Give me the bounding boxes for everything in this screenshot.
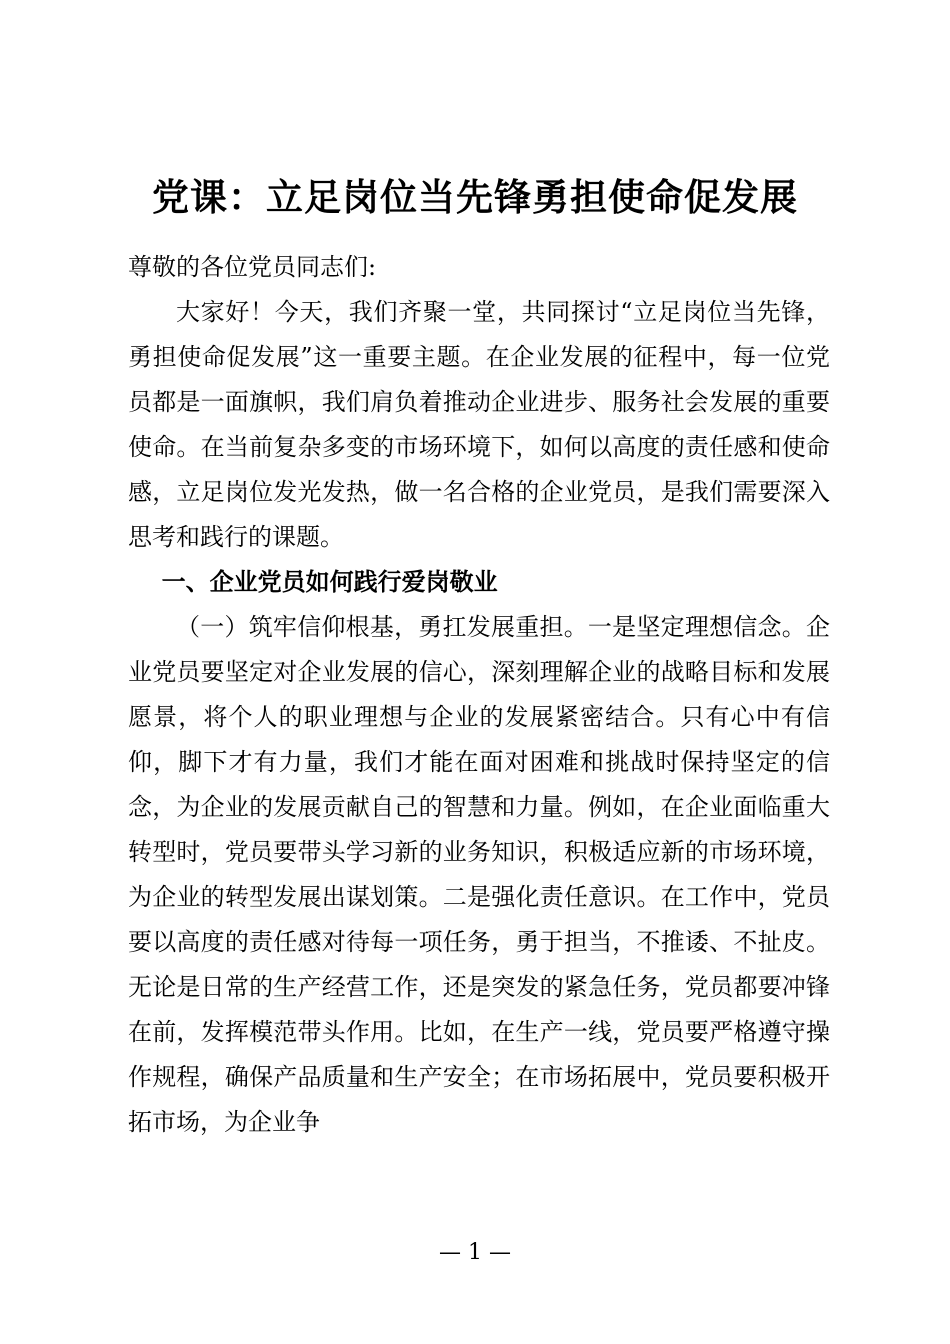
section-paragraph: （一）筑牢信仰根基，勇扛发展重担。一是坚定理想信念。企业党员要坚定对企业发展的信心，深刻理解企业的战略目标和发展愿景，将个人的职业理想与企业的发展紧密结合。只有心中有信仰，脚下才有力量，我们才能在面对困难和挑战时保持坚定的信念，为企业的发展贡献自己的智慧和力量。例如，在企业面临重大转型时，党员要带头学习新的业务知识，积极适应新的市场环境，为企业的转型发展出谋划策。二是强化责任意识。在工作中，党员要以高度的责任感对待每一项任务，勇于担当，不推诿、不扯皮。无论是日常的生产经营工作，还是突发的紧急任务，党员都要冲锋在前，发挥模范带头作用。比如，在生产一线，党员要严格遵守操作规程，确保产品质量和生产安全；在市场拓展中，党员要积极开拓市场，为企业争	[128, 613, 830, 1136]
page-number: — 1 —	[439, 1240, 511, 1265]
opening-paragraph: 大家好！今天，我们齐聚一堂，共同探讨“立足岗位当先锋，勇担使命促发展”这一重要主题。在企业发展的征程中，每一位党员都是一面旗帜，我们肩负着推动企业进步、服务社会发展的重要使命。在当前复杂多变的市场环境下，如何以高度的责任感和使命感，立足岗位发光发热，做一名合格的企业党员，是我们需要深入思考和践行的课题。	[128, 298, 830, 551]
section-heading: 一、企业党员如何践行爱岗敬业	[161, 568, 498, 596]
document-title: 党课：立足岗位当先锋勇担使命促发展	[152, 176, 798, 219]
document-body	[128, 245, 830, 1145]
salutation: 尊敬的各位党员同志们:	[128, 253, 377, 281]
